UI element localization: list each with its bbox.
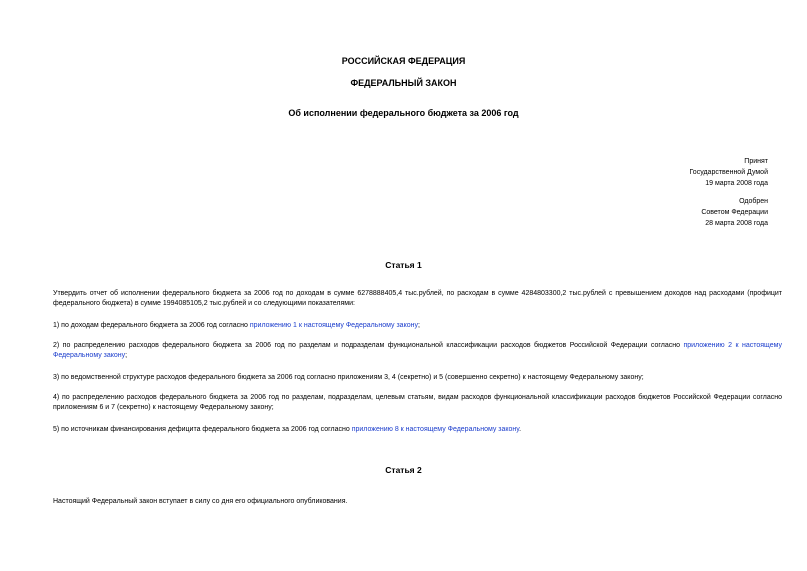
item-2-text: 2) по распределению расходов федерального бюджета за 2006 год по разделам и подразделам функциональной классификации расходов бюджетов Российской Федерации согласно	[53, 342, 684, 349]
article-2-text: Настоящий Федеральный закон вступает в силу со дня его официального опубликования.	[53, 498, 348, 505]
law-title: Об исполнении федерального бюджета за 2006 год	[288, 108, 519, 118]
adopted-block	[689, 156, 768, 189]
appendix-8-link[interactable]: приложению 8 к настоящему Федеральному закону	[351, 426, 520, 433]
item-5-text: 5) по источникам финансирования дефицита федерального бюджета за 2006 год согласно	[53, 426, 352, 433]
approved-date: 28 марта 2008 года	[705, 220, 768, 227]
item-5-end: .	[519, 426, 522, 433]
adopted-date: 19 марта 2008 года	[705, 180, 768, 187]
approved-block	[701, 196, 768, 229]
appendix-1-link[interactable]: приложению 1 к настоящему Федеральному закону	[249, 322, 418, 329]
item-2-end: ;	[125, 352, 128, 359]
doc-type-heading: ФЕДЕРАЛЬНЫЙ ЗАКОН	[350, 78, 457, 88]
article-1-item-2	[39, 341, 782, 361]
article-1-item-5	[39, 425, 782, 435]
item-1-end: ;	[417, 322, 420, 329]
article-1-item-3: 3) по ведомственной структуре расходов федерального бюджета за 2006 год согласно приложениям 3, 4 (секретно) и 5 (совершенно секретно) к настоящему Федеральному закону;	[53, 374, 644, 381]
approved-body: Советом Федерации	[701, 209, 768, 216]
article-1-item-1	[39, 321, 782, 331]
article-2-heading: Статья 2	[385, 465, 422, 475]
item-1-text: 1) по доходам федерального бюджета за 2006 год согласно	[53, 322, 250, 329]
approved-label: Одобрен	[739, 198, 768, 205]
article-1-intro: Утвердить отчет об исполнении федерального бюджета за 2006 год по доходам в сумме 6278888405,4 тыс.рублей, по расходам в сумме 4284803300,2 тыс.рублей с превышением доходов над расходами (профицит федерального бюджета) в сумме 1994085105,2 тыс.рублей и со следующими показателями:	[53, 290, 782, 307]
adopted-body: Государственной Думой	[689, 169, 768, 176]
adopted-label: Принят	[744, 158, 768, 165]
article-1-heading: Статья 1	[385, 260, 422, 270]
article-1-item-4: 4) по распределению расходов федерального бюджета за 2006 год по разделам, подразделам, целевым статьям, видам расходов функциональной классификации расходов бюджетов Российской Федерации согласно приложениям 6 и 7 (секретно) к настоящему Федеральному закону;	[53, 394, 782, 411]
appendix-2-link[interactable]: приложению 2 к настоящему Федеральному закону	[53, 342, 782, 359]
country-heading: РОССИЙСКАЯ ФЕДЕРАЦИЯ	[341, 56, 466, 66]
